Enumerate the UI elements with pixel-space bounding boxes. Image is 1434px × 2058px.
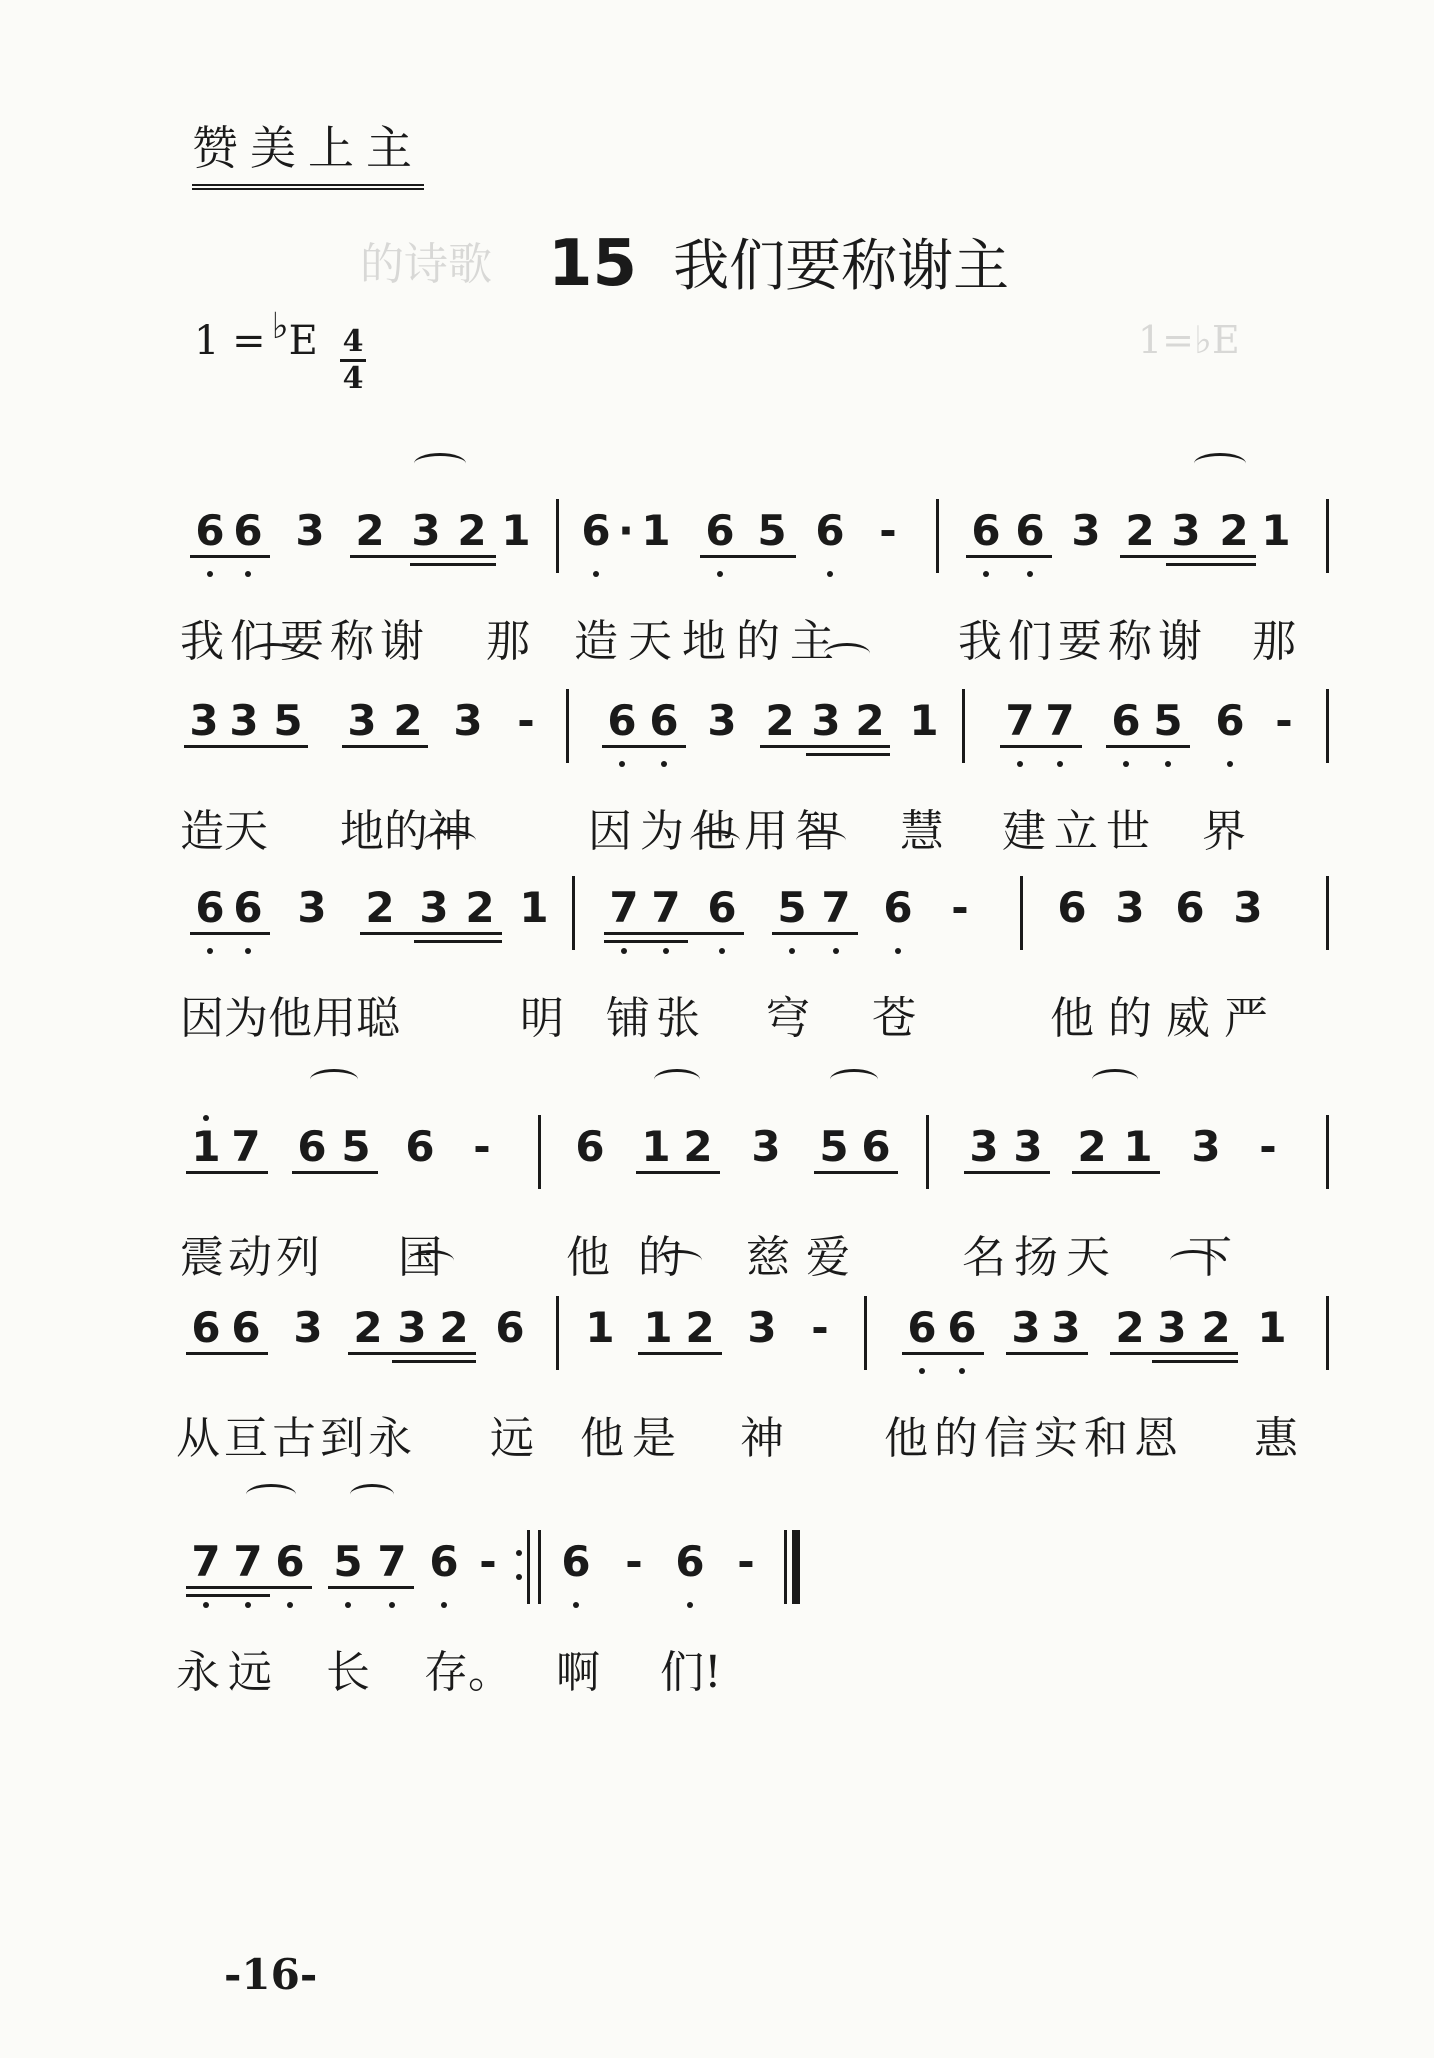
note: 3 <box>189 696 219 745</box>
note: 6 <box>700 882 744 934</box>
note: 1 <box>585 1303 615 1352</box>
barline <box>1326 499 1329 573</box>
barline <box>556 1296 559 1370</box>
lyric: 那 <box>1252 616 1296 667</box>
slur <box>424 830 476 851</box>
lyric: 远 <box>490 1413 534 1464</box>
time-signature <box>340 326 366 395</box>
barline <box>864 1296 867 1370</box>
note: 7 <box>644 882 688 934</box>
final-barline <box>784 1530 800 1604</box>
barline <box>926 1115 929 1189</box>
note: 6 <box>698 505 742 557</box>
lyric: 我们要称谢 <box>958 616 1208 667</box>
underline <box>360 932 502 935</box>
slur <box>654 1069 700 1090</box>
slur <box>408 1250 454 1271</box>
slur <box>1194 453 1246 474</box>
note: 3 <box>1191 1122 1221 1171</box>
note: 3 <box>1071 506 1101 555</box>
underline <box>350 555 496 558</box>
hymn-title-text: 我们要称谢主 <box>673 234 1010 299</box>
note: 6 <box>1008 505 1052 557</box>
note: 3 <box>397 1303 427 1352</box>
note: 1 <box>643 1303 673 1352</box>
underline <box>190 932 270 935</box>
note: 1 <box>519 883 549 932</box>
dash: - <box>625 1537 643 1586</box>
key-signature <box>194 306 318 364</box>
underline <box>636 1171 720 1174</box>
note: 1 <box>909 696 939 745</box>
underline <box>1110 1352 1238 1355</box>
note: 6 <box>188 505 232 557</box>
notation-line <box>0 1536 1434 1616</box>
note: 6 <box>900 1302 944 1354</box>
lyric: 存。 <box>424 1647 512 1698</box>
note: 2 <box>465 883 495 932</box>
note: 3 <box>707 696 737 745</box>
dash: - <box>1275 696 1293 745</box>
note: 2 <box>1201 1303 1231 1352</box>
underline <box>604 940 688 943</box>
underline <box>902 1352 984 1355</box>
note: 6 <box>226 882 270 934</box>
note: 6 <box>1104 695 1148 747</box>
note: 6 <box>188 882 232 934</box>
lyric: 他的 <box>566 1232 710 1283</box>
barline <box>962 689 965 763</box>
note: 6 <box>876 882 920 934</box>
slur <box>414 453 466 474</box>
barline <box>572 876 575 950</box>
barline <box>1326 1115 1329 1189</box>
note: 6 <box>191 1303 221 1352</box>
note: 2 <box>685 1303 715 1352</box>
underline <box>604 932 744 935</box>
barline <box>936 499 939 573</box>
underline <box>414 940 502 943</box>
underline <box>186 1594 270 1597</box>
underline <box>772 932 858 935</box>
dash: - <box>951 883 969 932</box>
note: 1 <box>1261 506 1291 555</box>
underline <box>1120 555 1256 558</box>
slur <box>350 1484 394 1505</box>
note: 2 <box>683 1122 713 1171</box>
repeat-sign <box>510 1530 530 1604</box>
note: 6 <box>1175 883 1205 932</box>
note: 3 <box>419 883 449 932</box>
underline <box>1166 563 1256 566</box>
note: 1 <box>1257 1303 1287 1352</box>
notation-line <box>0 1121 1434 1201</box>
slur <box>1092 1069 1138 1090</box>
note: 5 <box>341 1122 371 1171</box>
underline <box>806 753 890 756</box>
lyric: 那 <box>486 616 530 667</box>
dash: - <box>1259 1122 1277 1171</box>
note: 7 <box>602 882 646 934</box>
note: 6 <box>495 1303 525 1352</box>
note: 5 <box>819 1122 849 1171</box>
note: 1 <box>501 506 531 555</box>
time-top: 4 <box>342 324 364 359</box>
underline <box>966 555 1052 558</box>
barline <box>1326 1296 1329 1370</box>
underline <box>328 1586 414 1589</box>
lyric: 们! <box>660 1647 722 1698</box>
note: 3 <box>295 506 325 555</box>
note: 2 <box>1077 1122 1107 1171</box>
underline <box>292 1171 378 1174</box>
underline <box>700 555 796 558</box>
note: 2 <box>457 506 487 555</box>
note: 6 <box>808 505 852 557</box>
lyric: 慧 <box>900 806 944 857</box>
bleed-through-key: 1=♭E <box>1138 318 1240 362</box>
underline <box>1106 745 1190 748</box>
lyric: 啊 <box>556 1647 600 1698</box>
note: 6 <box>297 1122 327 1171</box>
underline <box>186 1586 312 1589</box>
lyric: 永远 <box>176 1647 280 1698</box>
note: 2 <box>365 883 395 932</box>
underline <box>760 745 890 748</box>
underline <box>184 745 308 748</box>
note: 6 <box>642 695 686 747</box>
slur <box>830 1069 878 1090</box>
note: 2 <box>355 506 385 555</box>
dash: - <box>479 1537 497 1586</box>
notation-line <box>0 695 1434 775</box>
barline <box>556 499 559 573</box>
note: 3 <box>1233 883 1263 932</box>
note: 2 <box>393 696 423 745</box>
note: 6 <box>575 1122 605 1171</box>
note: 3 <box>411 506 441 555</box>
key-prefix: 1 = <box>194 318 266 364</box>
lyric: 他是 <box>580 1413 684 1464</box>
barline <box>566 689 569 763</box>
note: 3 <box>1013 1122 1043 1171</box>
underline <box>638 1352 722 1355</box>
page-number: -16- <box>224 1950 318 1999</box>
note: 1 <box>1123 1122 1153 1171</box>
underline <box>342 745 428 748</box>
dash: - <box>811 1303 829 1352</box>
lyric: 地的神 <box>340 806 472 857</box>
barline <box>538 1530 541 1604</box>
note: 3 <box>229 696 259 745</box>
underline <box>1152 1360 1238 1363</box>
lyric: 因为他用智 <box>588 806 848 857</box>
lyric: 他的威严 <box>1050 993 1282 1044</box>
note: 2 <box>1115 1303 1145 1352</box>
lyric: 慈爱 <box>746 1232 866 1283</box>
underline <box>964 1171 1050 1174</box>
note: 6 <box>405 1122 435 1171</box>
note: 6 <box>574 505 618 557</box>
slur <box>690 830 740 851</box>
notation-line <box>0 505 1434 585</box>
lyric: 我们要称谢 <box>180 616 430 667</box>
dash: - <box>879 506 897 555</box>
note: 6 <box>1057 883 1087 932</box>
note: 3 <box>751 1122 781 1171</box>
lyric: 造天地的主 <box>574 616 844 667</box>
underline <box>1006 1352 1088 1355</box>
lyric: 惠 <box>1254 1413 1298 1464</box>
note: 1 <box>641 1122 671 1171</box>
underline <box>410 563 496 566</box>
key-tonic: E <box>288 318 318 364</box>
barline <box>538 1115 541 1189</box>
note: 3 <box>1157 1303 1187 1352</box>
note: 3 <box>347 696 377 745</box>
lyric: 铺张 <box>606 993 706 1044</box>
underline <box>190 555 270 558</box>
note: 7 <box>184 1536 228 1588</box>
barline <box>1326 876 1329 950</box>
note: 2 <box>765 696 795 745</box>
note: 3 <box>1115 883 1145 932</box>
underline <box>602 745 686 748</box>
note: 2 <box>353 1303 383 1352</box>
lyric: 从亘古到永 <box>176 1413 416 1464</box>
lyric: 明 <box>520 993 564 1044</box>
note: 7 <box>226 1536 270 1588</box>
note: 3 <box>1011 1303 1041 1352</box>
barline <box>1326 689 1329 763</box>
lyric: 下 <box>1188 1232 1232 1283</box>
notation-line <box>0 1302 1434 1382</box>
note: 6 <box>268 1536 312 1588</box>
note: 5 <box>1146 695 1190 747</box>
underline <box>1000 745 1082 748</box>
note: 5 <box>770 882 814 934</box>
note: 7 <box>1038 695 1082 747</box>
note: 3 <box>1051 1303 1081 1352</box>
note: 6 <box>226 505 270 557</box>
note: 3 <box>453 696 483 745</box>
lyric: 造天 <box>180 806 268 857</box>
note: 2 <box>855 696 885 745</box>
lyric: 苍 <box>872 993 916 1044</box>
lyric: 因为他用聪 <box>180 993 400 1044</box>
underline <box>392 1360 476 1363</box>
slur <box>310 1069 358 1090</box>
slur <box>796 830 846 851</box>
note: 3 <box>1171 506 1201 555</box>
note: 5 <box>273 696 303 745</box>
note: 3 <box>293 1303 323 1352</box>
hymn-number: 15 <box>548 227 638 301</box>
note: 2 <box>439 1303 469 1352</box>
note: 7 <box>231 1122 261 1171</box>
underline <box>348 1352 476 1355</box>
flat-sign: ♭ <box>271 306 289 347</box>
lyric: 神 <box>740 1413 784 1464</box>
underline <box>186 1352 268 1355</box>
note: 6 <box>422 1536 466 1588</box>
slur <box>1170 1250 1216 1271</box>
note: 6 <box>600 695 644 747</box>
slur <box>248 643 298 664</box>
bleed-through-text: 的诗歌 <box>360 239 492 290</box>
note: 6 <box>940 1302 984 1354</box>
note: 2 <box>1219 506 1249 555</box>
section-heading: 赞美上主 <box>192 112 424 190</box>
note: 1 <box>184 1121 228 1173</box>
dash: - <box>517 696 535 745</box>
slur <box>246 1484 296 1505</box>
note: 3 <box>969 1122 999 1171</box>
lyric: 穹 <box>766 993 810 1044</box>
dash: - <box>473 1122 491 1171</box>
lyric: 建立世 <box>1002 806 1158 857</box>
underline <box>1072 1171 1160 1174</box>
slur <box>824 643 870 664</box>
note: 3 <box>811 696 841 745</box>
lyric: 他的信实和恩 <box>884 1413 1184 1464</box>
note: 1 <box>641 506 671 555</box>
note: 3 <box>747 1303 777 1352</box>
slur <box>656 1250 702 1271</box>
lyric: 长 <box>326 1647 370 1698</box>
barline <box>1020 876 1023 950</box>
note: 7 <box>370 1536 414 1588</box>
time-bottom: 4 <box>342 361 364 396</box>
note: 2 <box>1125 506 1155 555</box>
note: 6 <box>554 1536 598 1588</box>
note: 6 <box>861 1122 891 1171</box>
dot: · <box>618 506 634 555</box>
note: 7 <box>998 695 1042 747</box>
lyric: 名扬天 <box>962 1232 1118 1283</box>
underline <box>814 1171 898 1174</box>
underline <box>186 1171 268 1174</box>
lyric: 国 <box>398 1232 442 1283</box>
notation-line <box>0 882 1434 962</box>
hymn-title <box>548 222 1009 302</box>
note: 5 <box>757 506 787 555</box>
note: 6 <box>231 1303 261 1352</box>
lyric: 震动列 <box>180 1232 324 1283</box>
note: 6 <box>1208 695 1252 747</box>
dash: - <box>737 1537 755 1586</box>
note: 6 <box>964 505 1008 557</box>
note: 3 <box>297 883 327 932</box>
lyric: 界 <box>1202 806 1246 857</box>
note: 6 <box>668 1536 712 1588</box>
note: 7 <box>814 882 858 934</box>
note: 5 <box>326 1536 370 1588</box>
